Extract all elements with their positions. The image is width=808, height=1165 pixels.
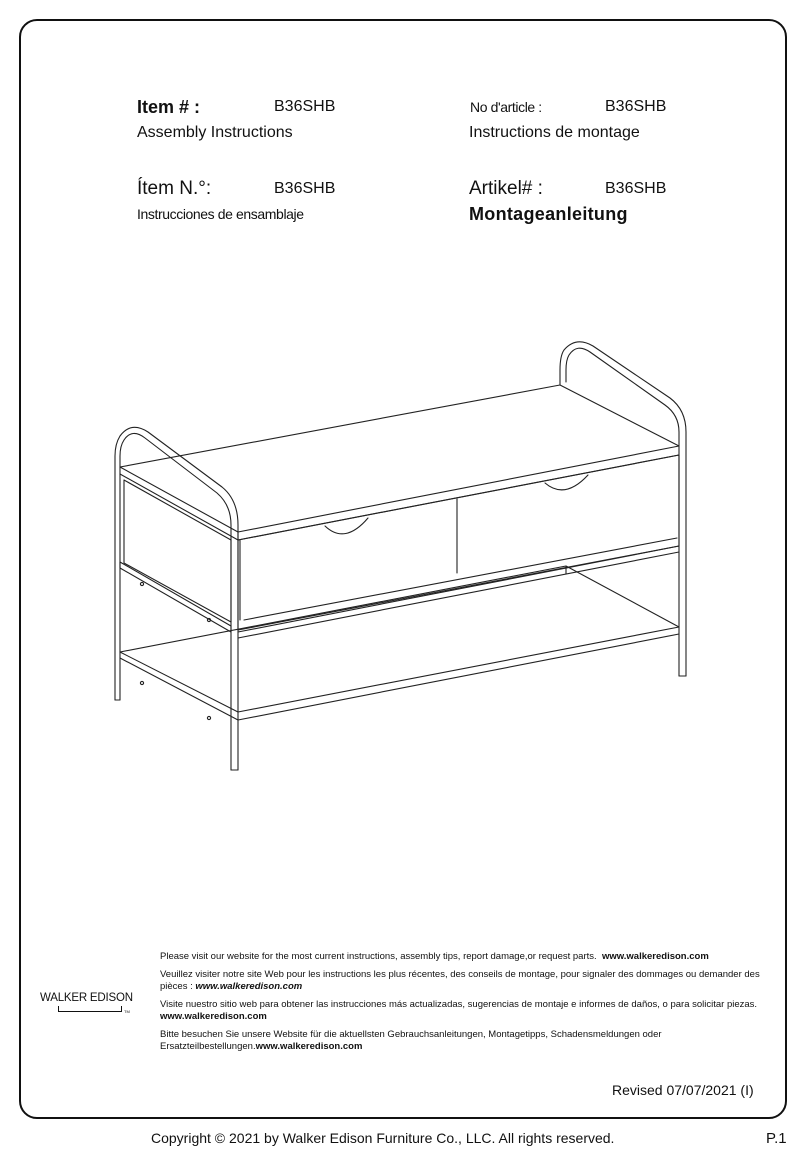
note-de: Bitte besuchen Sie unsere Website für die aktuellsten Gebrauchsanleitungen, Montagetipps, Schadensmeldungen oder Ersatzteilbestellungen.www.walkeredison.com [160,1029,662,1052]
title-fr: Instructions de montage [469,124,640,141]
page-number: P.1 [766,1130,787,1147]
item-code-en: B36SHB [274,98,336,115]
revision-date: Revised 07/07/2021 (I) [612,1082,754,1098]
item-label-en: Item # : [137,97,201,117]
copyright: Copyright © 2021 by Walker Edison Furniture Co., LLC. All rights reserved. [151,1130,615,1146]
logo-tm: TM [124,1009,130,1014]
website-link-es[interactable]: www.walkeredison.com [160,1011,267,1022]
walker-edison-logo [40,992,140,1018]
item-code-fr: B36SHB [605,98,667,115]
website-link-fr[interactable]: www.walkeredison.com [195,981,303,992]
logo-text: WALKER EDISON [40,992,133,1004]
item-code-de: B36SHB [605,180,667,197]
item-label-fr: No d'article : [470,99,542,115]
website-link-en[interactable]: www.walkeredison.com [601,951,709,962]
note-es: Visite nuestro sitio web para obtener las instrucciones más actualizadas, sugerencias de montaje e informes de daños, o para solicitar piezas. www.walkeredison.com [160,999,758,1022]
title-de: Montageanleitung [469,204,628,224]
website-notes [160,951,767,1059]
item-label-es: Ítem N.°: [137,178,212,199]
title-es: Instrucciones de ensamblaje [137,206,304,222]
item-label-de: Artikel# : [469,178,543,199]
website-link-de[interactable]: www.walkeredison.com [255,1041,363,1052]
item-code-es: B36SHB [274,180,336,197]
note-fr: Veuillez visiter notre site Web pour les instructions les plus récentes, des conseils de montage, pour signaler des dommages ou demander des pièces : www.walkeredison.com [160,969,760,992]
note-en: Please visit our website for the most current instructions, assembly tips, report damage,or request parts. www.walkeredison.com [160,951,709,962]
title-en: Assembly Instructions [137,124,293,141]
